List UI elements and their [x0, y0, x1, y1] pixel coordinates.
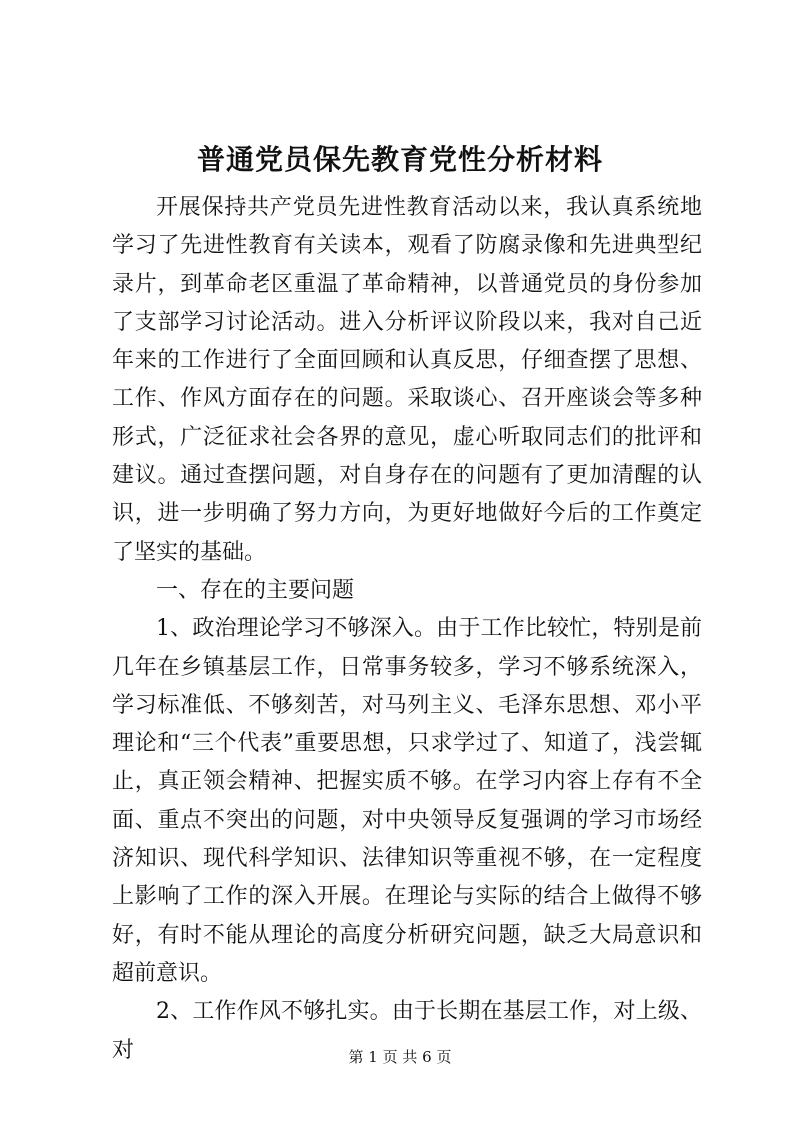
document-body — [112, 189, 702, 1070]
section-heading-main-problems: 一、存在的主要问题 — [156, 577, 355, 603]
intro-paragraph: 开展保持共产党员先进性教育活动以来，我认真系统地学习了先进性教育有关读本，观看了防腐录像和先进典型纪录片，到革命老区重温了革命精神，以普通党员的身份参加了支部学习讨论活动。进入分析评议阶段以来，我对自己近年来的工作进行了全面回顾和认真反思，仔细查摆了思想、工作、作风方面存在的问题。采取谈心、召开座谈会等多种形式，广泛征求社会各界的意见，虚心听取同志们的批评和建议。通过查摆问题，对自身存在的问题有了更加清醒的认识，进一步明确了努力方向，为更好地做好今后的工作奠定了坚实的基础。 — [112, 195, 702, 565]
problem-1-paragraph: 1、政治理论学习不够深入。由于工作比较忙，特别是前几年在乡镇基层工作，日常事务较多，学习不够系统深入，学习标准低、不够刻苦，对马列主义、毛泽东思想、邓小平理论和“三个代表”重要思想，只求学过了、知道了，浅尝辄止，真正领会精神、把握实质不够。在学习内容上存有不全面、重点不突出的问题，对中央领导反复强调的学习市场经济知识、现代科学知识、法律知识等重视不够，在一定程度上影响了工作的深入开展。在理论与实际的结合上做得不够好，有时不能从理论的高度分析研究问题，缺乏大局意识和超前意识。 — [112, 616, 702, 986]
problem-2-paragraph: 2、工作作风不够扎实。由于长期在基层工作，对上级、对 — [112, 999, 702, 1063]
document-title: 普通党员保先教育党性分析材料 — [196, 143, 603, 176]
page-footer: 第 1 页 共 6 页 — [348, 1048, 452, 1066]
